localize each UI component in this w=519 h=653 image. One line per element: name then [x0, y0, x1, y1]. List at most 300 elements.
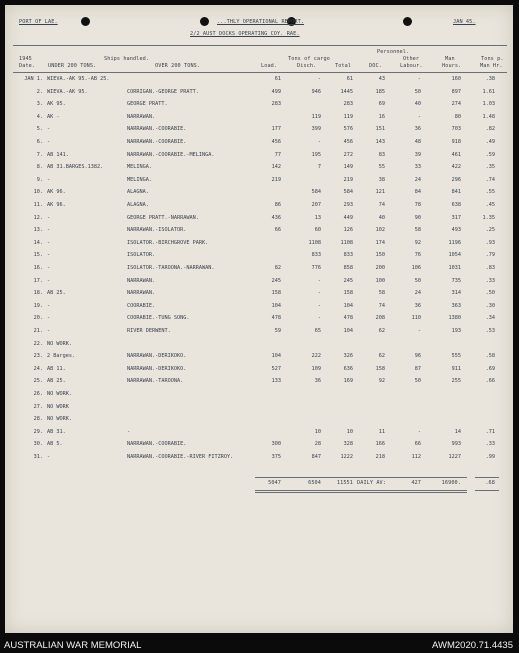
- cell-total: 636: [343, 365, 353, 372]
- cell-hours: 703: [451, 126, 461, 133]
- col-personnel: Personnel.: [377, 49, 410, 55]
- cell-total: 478: [343, 315, 353, 322]
- cell-total: 584: [343, 189, 353, 196]
- cell-under: -: [47, 302, 51, 309]
- cell-over: COORABIE.-TUNG SONG.: [127, 315, 190, 322]
- cell-disch: -: [317, 290, 321, 297]
- table-row: [5, 89, 513, 96]
- cell-date: 2.: [36, 88, 43, 95]
- cell-doc: 55: [378, 164, 385, 171]
- cell-date: 31.: [33, 454, 43, 460]
- cell-doc: 58: [378, 290, 385, 297]
- cell-date: 4.: [36, 113, 43, 120]
- cell-hours: 314: [451, 290, 461, 297]
- cell-total: 283: [343, 101, 353, 108]
- cell-tph: .69: [485, 365, 495, 372]
- cell-over: NARRAWAN.: [127, 290, 156, 297]
- cell-doc: 74: [378, 302, 385, 309]
- cell-hours: 255: [451, 378, 461, 385]
- table-row: [5, 164, 513, 171]
- cell-under: WIEVA.-AK 95.: [47, 88, 88, 95]
- total-load: 5047: [268, 480, 281, 486]
- cell-load: 283: [271, 101, 281, 108]
- cell-doc: 40: [378, 214, 385, 221]
- cell-over: ISOLATOR.-TAROONA.-NARRAWAN.: [127, 265, 215, 271]
- totals-rule: [475, 477, 499, 478]
- cell-total: 449: [343, 214, 353, 221]
- cell-over: GEORGE PRATT.-NARRAWAN.: [127, 214, 199, 221]
- cell-over: NARRAWAN.-COORABIE.-MELINGA.: [127, 151, 215, 158]
- cell-other: 50: [414, 277, 421, 284]
- cell-under: AB 25.: [47, 290, 66, 297]
- cell-under: -: [47, 227, 51, 234]
- cell-load: 104: [271, 302, 281, 309]
- cell-date: 21.: [33, 328, 43, 334]
- cell-load: 61: [274, 76, 281, 82]
- cell-under: -: [47, 277, 51, 284]
- cell-date: 13.: [33, 227, 43, 234]
- cell-other: 106: [411, 265, 421, 271]
- cell-total: 61: [346, 76, 353, 82]
- cell-total: 10: [346, 428, 353, 435]
- cell-hours: 555: [451, 353, 461, 360]
- table-row: [5, 202, 513, 209]
- cell-under: 2 Barges.: [47, 353, 76, 360]
- cell-other: 40: [414, 101, 421, 108]
- cell-tph: .25: [485, 227, 495, 234]
- cell-other: -: [417, 328, 421, 334]
- cell-date: 11.: [33, 202, 43, 208]
- col-date: Date.: [19, 63, 36, 69]
- cell-disch: 207: [311, 202, 321, 208]
- cell-date: 25.: [33, 378, 43, 385]
- cell-tph: .30: [485, 302, 495, 309]
- page-subtitle: 2/2 AUST DOCKS OPERATING COY. RAE.: [190, 31, 300, 37]
- cell-under: AK -: [47, 113, 60, 120]
- cell-date: 15.: [33, 252, 43, 259]
- cell-over: RIVER DERWENT.: [127, 328, 171, 334]
- cell-doc: 200: [375, 265, 385, 271]
- cell-total: 1222: [340, 454, 353, 460]
- col-total: Total: [335, 63, 352, 69]
- cell-disch: 946: [311, 88, 321, 95]
- cell-disch: 584: [311, 189, 321, 196]
- cell-doc: 92: [378, 378, 385, 385]
- cell-over: NARRAWAN.-TAROONA.: [127, 378, 184, 385]
- cell-disch: -: [317, 315, 321, 322]
- cell-other: 110: [411, 315, 421, 322]
- cell-tph: .55: [485, 189, 495, 196]
- cell-total: 456: [343, 139, 353, 145]
- cell-load: 375: [271, 454, 281, 460]
- cell-tph: 1.03: [482, 101, 495, 108]
- cell-tph: .93: [485, 239, 495, 246]
- cell-other: 78: [414, 202, 421, 208]
- cell-other: 36: [414, 302, 421, 309]
- cell-disch: 1108: [308, 239, 321, 246]
- cell-doc: 62: [378, 353, 385, 360]
- cell-hours: 911: [451, 365, 461, 372]
- cell-under: -: [47, 315, 51, 322]
- footer-institution: AUSTRALIAN WAR MEMORIAL: [4, 640, 142, 651]
- cell-other: 87: [414, 365, 421, 372]
- archive-footer: [0, 638, 519, 653]
- cell-tph: .79: [485, 252, 495, 259]
- cell-disch: 13: [314, 214, 321, 221]
- punch-hole: [81, 17, 90, 26]
- cell-other: -: [417, 113, 421, 120]
- table-row: [5, 152, 513, 159]
- cell-under: AB 25.: [47, 378, 66, 385]
- cell-tph: .34: [485, 315, 495, 322]
- totals-double-rule: [475, 490, 499, 491]
- cell-hours: 1196: [448, 239, 461, 246]
- cell-other: 48: [414, 139, 421, 145]
- cell-disch: 10: [314, 428, 321, 435]
- cell-doc: 121: [375, 189, 385, 196]
- cell-total: 326: [343, 353, 353, 360]
- cell-other: 96: [414, 353, 421, 360]
- cell-hours: 274: [451, 101, 461, 108]
- cell-date: 14.: [33, 239, 43, 246]
- cell-hours: 897: [451, 88, 461, 95]
- cell-hours: 1380: [448, 315, 461, 322]
- table-row: [5, 139, 513, 146]
- cell-hours: 422: [451, 164, 461, 171]
- cell-date: 5.: [36, 126, 43, 133]
- table-row: [5, 378, 513, 385]
- cell-hours: 993: [451, 441, 461, 448]
- cell-doc: 166: [375, 441, 385, 448]
- cell-hours: 80: [454, 113, 461, 120]
- col-tons-p: Tons p.: [481, 56, 504, 62]
- cell-over: NARRAWAN.-DERIKOKO.: [127, 353, 187, 360]
- cell-hours: 638: [451, 202, 461, 208]
- totals-double-rule: [255, 490, 467, 491]
- cell-under: NO WORK: [47, 403, 69, 410]
- table-row: [5, 328, 513, 335]
- footer-reference: AWM2020.71.4435: [432, 640, 513, 651]
- cell-over: ALAGNA.: [127, 202, 149, 208]
- punch-hole: [200, 17, 209, 26]
- cell-total: 833: [343, 252, 353, 259]
- cell-disch: 776: [311, 265, 321, 271]
- cell-doc: 143: [375, 139, 385, 145]
- cell-load: 300: [271, 441, 281, 448]
- cell-under: AK 96.: [47, 189, 66, 196]
- cell-date: 26.: [33, 391, 43, 397]
- col-doc: DOC.: [369, 63, 382, 69]
- cell-date: 8.: [36, 164, 43, 171]
- punch-hole: [403, 17, 412, 26]
- cell-tph: .38: [485, 76, 495, 82]
- cell-under: -: [47, 454, 51, 460]
- cell-total: 293: [343, 202, 353, 208]
- cell-disch: 833: [311, 252, 321, 259]
- cell-doc: 69: [378, 101, 385, 108]
- cell-tph: .66: [485, 378, 495, 385]
- cell-other: 24: [414, 176, 421, 183]
- cell-other: 50: [414, 88, 421, 95]
- cell-doc: 83: [378, 151, 385, 158]
- cell-tph: .50: [485, 290, 495, 297]
- cell-date: 23.: [33, 353, 43, 360]
- cell-tph: .83: [485, 265, 495, 271]
- cell-tph: .33: [485, 441, 495, 448]
- cell-date: 10.: [33, 189, 43, 196]
- table-row: [5, 441, 513, 448]
- totals-double-rule: [255, 492, 467, 493]
- cell-date: 19.: [33, 302, 43, 309]
- cell-date: 6.: [36, 139, 43, 145]
- cell-over: NARRAWAN.: [127, 277, 156, 284]
- cell-disch: 399: [311, 126, 321, 133]
- table-row: [5, 366, 513, 373]
- cell-under: NO WORK.: [47, 391, 72, 397]
- cell-doc: 102: [375, 227, 385, 234]
- cell-under: AB 11.: [47, 365, 66, 372]
- cell-disch: 109: [311, 365, 321, 372]
- table-row: [5, 429, 513, 436]
- totals-rule: [255, 477, 467, 478]
- total-tons-per-man-hour: .68: [485, 480, 495, 486]
- cell-total: 104: [343, 302, 353, 309]
- cell-doc: 151: [375, 126, 385, 133]
- cell-doc: 38: [378, 176, 385, 183]
- table-row: [5, 404, 513, 411]
- page-title: ...THLY OPERATIONAL REPORT.: [217, 19, 305, 25]
- header-rule: [13, 45, 507, 46]
- cell-hours: 193: [451, 328, 461, 334]
- cell-load: 133: [271, 378, 281, 385]
- cell-tph: 1.48: [482, 113, 495, 120]
- cell-other: 66: [414, 441, 421, 448]
- cell-doc: 218: [375, 454, 385, 460]
- cell-hours: 918: [451, 139, 461, 145]
- cell-total: 119: [343, 113, 353, 120]
- col-tons-cargo: Tons of cargo: [288, 56, 330, 62]
- cell-disch: 36: [314, 378, 321, 385]
- cell-other: 33: [414, 164, 421, 171]
- cell-over: NARRAWAN.-COORABIE.: [127, 126, 187, 133]
- cell-date: 29.: [33, 428, 43, 435]
- cell-load: 177: [271, 126, 281, 133]
- cell-over: GEORGE PRATT.: [127, 101, 168, 108]
- cell-load: 478: [271, 315, 281, 322]
- cell-load: 245: [271, 277, 281, 284]
- cell-date: JAN 1.: [24, 76, 43, 82]
- cell-date: 16.: [33, 265, 43, 271]
- cell-total: 149: [343, 164, 353, 171]
- total-disch: 6504: [308, 480, 321, 486]
- cell-tph: .53: [485, 328, 495, 334]
- cell-hours: 841: [451, 189, 461, 196]
- cell-disch: 65: [314, 328, 321, 334]
- cell-other: 24: [414, 290, 421, 297]
- cell-disch: 28: [314, 441, 321, 448]
- cell-tph: .74: [485, 176, 495, 183]
- cell-tph: .71: [485, 428, 495, 435]
- col-man: Man: [445, 56, 455, 62]
- cell-date: 28.: [33, 416, 43, 423]
- cell-load: 82: [274, 265, 281, 271]
- cell-doc: 43: [378, 76, 385, 82]
- table-row: [5, 177, 513, 184]
- cell-doc: 11: [378, 428, 385, 435]
- cell-tph: .59: [485, 151, 495, 158]
- table-row: [5, 341, 513, 348]
- cell-date: 22.: [33, 340, 43, 347]
- cell-date: 12.: [33, 214, 43, 221]
- cell-load: 77: [274, 151, 281, 158]
- cell-total: 328: [343, 441, 353, 448]
- cell-disch: 847: [311, 454, 321, 460]
- cell-over: MELINGA.: [127, 164, 152, 171]
- cell-under: -: [47, 239, 51, 246]
- cell-total: 219: [343, 176, 353, 183]
- document-page: [5, 5, 513, 633]
- cell-tph: .99: [485, 454, 495, 460]
- cell-total: 245: [343, 277, 353, 284]
- table-row: [5, 303, 513, 310]
- cell-over: NARRAWAN.-COORABIE.: [127, 441, 187, 448]
- cell-doc: 16: [378, 113, 385, 120]
- cell-over: COORABIE.: [127, 302, 156, 309]
- cell-disch: 119: [311, 113, 321, 120]
- cell-disch: -: [317, 277, 321, 284]
- cell-hours: 296: [451, 176, 461, 183]
- cell-over: CORRIGAN.-GEORGE PRATT.: [127, 88, 199, 95]
- table-row: [5, 391, 513, 398]
- cell-other: 50: [414, 378, 421, 385]
- col-ships-handled: Ships handled.: [104, 56, 150, 62]
- cell-tph: 1.61: [482, 88, 495, 95]
- col-other: Other: [403, 56, 420, 62]
- table-row: [5, 353, 513, 360]
- cell-under: AB 141.: [47, 151, 69, 158]
- cell-disch: 195: [311, 151, 321, 158]
- cell-date: 20.: [33, 315, 43, 322]
- cell-date: 17.: [33, 277, 43, 284]
- col-load: Load.: [261, 63, 278, 69]
- table-row: [5, 315, 513, 322]
- cell-load: 219: [271, 176, 281, 183]
- table-row: [5, 189, 513, 196]
- cell-date: 9.: [36, 176, 43, 183]
- cell-total: 858: [343, 265, 353, 271]
- cell-under: -: [47, 126, 51, 133]
- cell-other: -: [417, 428, 421, 435]
- cell-date: 7.: [36, 151, 43, 158]
- cell-load: 158: [271, 290, 281, 297]
- cell-disch: -: [317, 76, 321, 82]
- cell-hours: 317: [451, 214, 461, 221]
- cell-hours: 14: [454, 428, 461, 435]
- cell-under: AK 96.: [47, 202, 66, 208]
- cell-over: NARRAWAN.: [127, 113, 156, 120]
- cell-doc: 208: [375, 315, 385, 322]
- cell-over: NARRAWAN.-DERIKOKO.: [127, 365, 187, 372]
- col-year: 1945: [19, 56, 32, 62]
- table-row: [5, 454, 513, 461]
- cell-tph: .33: [485, 277, 495, 284]
- cell-over: -: [127, 428, 131, 435]
- cell-under: AB 5.: [47, 441, 63, 448]
- cell-other: 84: [414, 189, 421, 196]
- cell-over: NARRAWAN.-ISOLATOR.: [127, 227, 187, 234]
- cell-under: WIEVA.-AK 95.-AB 25.: [47, 76, 110, 82]
- cell-load: 436: [271, 214, 281, 221]
- cell-load: 59: [274, 328, 281, 334]
- table-row: [5, 416, 513, 423]
- cell-under: -: [47, 176, 51, 183]
- cell-doc: 100: [375, 277, 385, 284]
- cell-under: AB 31.: [47, 428, 66, 435]
- table-row: [5, 76, 513, 83]
- header-port: PORT OF LAE.: [19, 19, 58, 25]
- total-other: 427: [411, 480, 421, 486]
- table-row: [5, 215, 513, 222]
- cell-under: AB 31.BARGES.1382.: [47, 164, 104, 171]
- header-month: JAN 45.: [453, 19, 476, 25]
- cell-disch: 222: [311, 353, 321, 360]
- col-hours: Hours.: [442, 63, 462, 69]
- cell-total: 1445: [340, 88, 353, 95]
- cell-total: 158: [343, 290, 353, 297]
- cell-over: ISOLATOR.: [127, 252, 156, 259]
- cell-other: -: [417, 76, 421, 82]
- cell-other: 90: [414, 214, 421, 221]
- cell-date: 27.: [33, 403, 43, 410]
- columns-rule: [13, 72, 507, 73]
- cell-tph: 1.35: [482, 214, 495, 221]
- cell-date: 24.: [33, 365, 43, 372]
- cell-load: 66: [274, 227, 281, 234]
- cell-under: NO WORK.: [47, 416, 72, 423]
- table-row: [5, 126, 513, 133]
- cell-tph: .49: [485, 139, 495, 145]
- cell-under: -: [47, 139, 51, 145]
- cell-disch: 60: [314, 227, 321, 234]
- cell-load: 142: [271, 164, 281, 171]
- col-man-hr: Man Hr.: [480, 63, 503, 69]
- col-under-200: UNDER 200 TONS.: [48, 63, 97, 69]
- cell-over: NARRAWAN.-COORABIE.: [127, 139, 187, 145]
- total-total: 11551: [336, 480, 353, 486]
- cell-tph: .82: [485, 126, 495, 133]
- cell-load: 527: [271, 365, 281, 372]
- cell-load: 86: [274, 202, 281, 208]
- cell-disch: -: [317, 302, 321, 309]
- cell-disch: -: [317, 139, 321, 145]
- cell-other: 39: [414, 151, 421, 158]
- cell-load: 104: [271, 353, 281, 360]
- table-row: [5, 114, 513, 121]
- cell-total: 1108: [340, 239, 353, 246]
- table-row: [5, 227, 513, 234]
- cell-over: NARRAWAN.-COORABIE.-RIVER FITZROY.: [127, 454, 234, 460]
- cell-under: AK 95.: [47, 101, 66, 108]
- cell-total: 576: [343, 126, 353, 133]
- cell-doc: 158: [375, 365, 385, 372]
- cell-hours: 735: [451, 277, 461, 284]
- cell-doc: 74: [378, 202, 385, 208]
- cell-over: MELINGA.: [127, 176, 152, 183]
- cell-total: 169: [343, 378, 353, 385]
- cell-hours: 1227: [448, 454, 461, 460]
- cell-hours: 493: [451, 227, 461, 234]
- cell-load: 499: [271, 88, 281, 95]
